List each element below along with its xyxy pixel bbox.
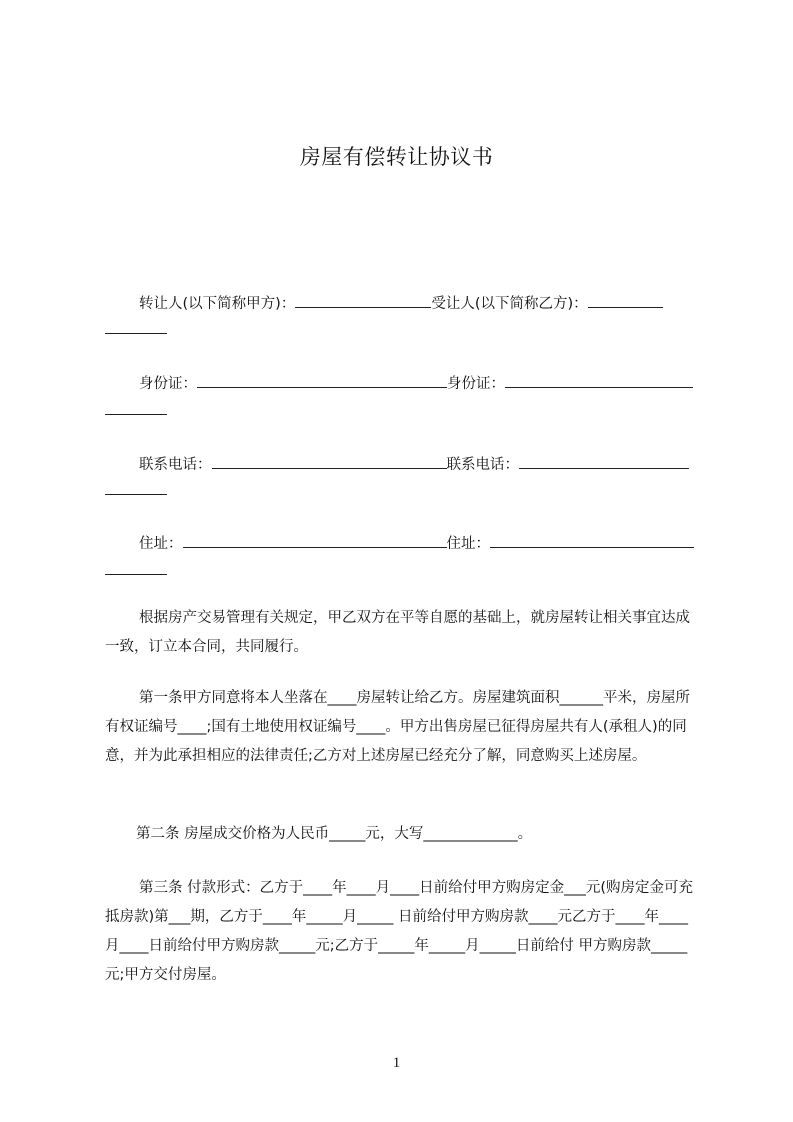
address-blank-b[interactable] [490,532,694,548]
phone-label-a: 联系电话： [139,457,212,473]
address-blank-b-continued[interactable] [105,573,167,575]
party-names-row [105,292,701,314]
party-id-row [105,372,701,394]
phone-blank-a[interactable] [212,453,447,469]
phone-blank-b[interactable] [519,453,689,469]
page-number: 1 [392,1055,401,1071]
transferee-blank-continued[interactable] [105,332,167,334]
phone-blank-b-continued[interactable] [105,493,167,495]
address-blank-a[interactable] [183,532,447,548]
transferor-blank[interactable] [295,292,431,308]
party-phone-row [105,453,701,475]
transferor-label: 转让人(以下简称甲方)： [139,296,296,312]
transferee-label: 受让人(以下简称乙方)： [431,296,588,312]
phone-label-b: 联系电话： [446,457,519,473]
address-label-b: 住址： [446,536,490,552]
transferee-blank[interactable] [588,292,663,308]
id-blank-b[interactable] [505,372,693,388]
article-1: 第一条甲方同意将本人坐落在____房屋转让给乙方。房屋建筑面积______平米，房屋所有权证编号____;国有土地使用权证编号____。甲方出售房屋已征得房屋共有人(承租人)的同意，并为此承担相应的法律责任;乙方对上述房屋已经充分了解，同意购买上述房屋。 [105,690,690,764]
article-2: 第二条 房屋成交价格为人民币_____元，大写_____________。 [136,826,533,842]
address-label-a: 住址： [139,536,183,552]
article-3: 第三条 付款形式：乙方于____年____月____日前给付甲方购房定金___元(购房定金可充抵房款)第___期，乙方于____年_____月_____ 日前给付甲方购房款____元乙方于____年____月____日前给付甲方购房款_____元;乙方于_____年_____月_____日前给付 甲方购房款_____元;甲方交付房屋。 [105,880,694,983]
id-blank-a[interactable] [197,372,447,388]
intro-paragraph: 根据房产交易管理有关规定，甲乙双方在平等自愿的基础上，就房屋转让相关事宜达成一致，订立本合同，共同履行。 [105,610,690,655]
party-address-row [105,532,701,554]
id-label-a: 身份证： [139,376,197,392]
id-blank-b-continued[interactable] [105,413,167,415]
document-title: 房屋有偿转让协议书 [299,145,494,169]
id-label-b: 身份证： [447,376,505,392]
